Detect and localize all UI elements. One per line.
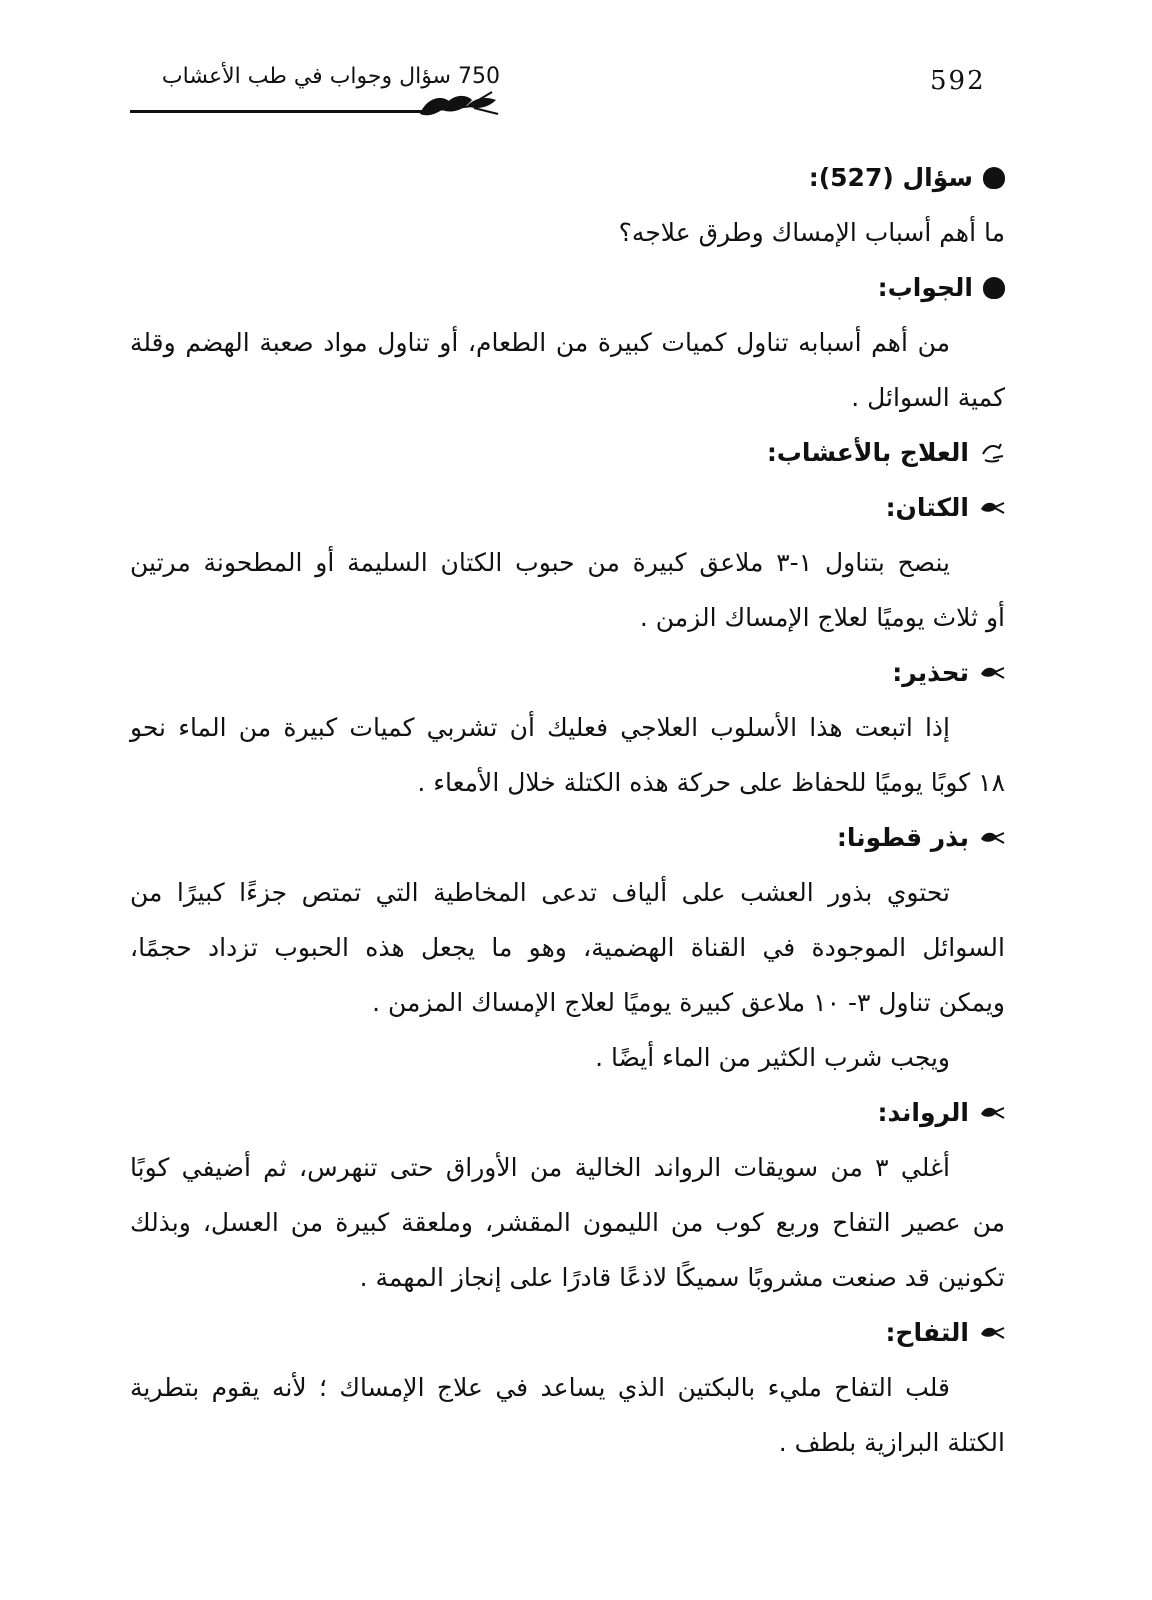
page-header bbox=[130, 58, 1010, 128]
psyllium-heading-text: بذر قطونا: bbox=[836, 823, 969, 852]
psyllium-heading bbox=[130, 810, 1005, 865]
flax-line: ينصح بتناول ١-٣ ملاعق كبيرة من حبوب الكتان السليمة أو المطحونة مرتين bbox=[130, 548, 950, 577]
book-title: 750 سؤال وجواب في طب الأعشاب bbox=[161, 64, 500, 89]
rhubarb-line: تكونين قد صنعت مشروبًا سميكًا لاذعًا قادرًا على إنجاز المهمة . bbox=[359, 1263, 1005, 1292]
leaf-bullet-icon bbox=[979, 1320, 1005, 1346]
flax-line: أو ثلاث يوميًا لعلاج الإمساك الزمن . bbox=[639, 603, 1005, 632]
psyllium-line: تحتوي بذور العشب على ألياف تدعى المخاطية التي تمتص جزءًا كبيرًا من bbox=[130, 878, 950, 907]
psyllium-line: ويمكن تناول ٣- ١٠ ملاعق كبيرة يوميًا لعلاج الإمساك المزمن . bbox=[372, 988, 1005, 1017]
header-rule bbox=[130, 110, 430, 113]
answer-label: الجواب: bbox=[877, 273, 973, 302]
question-label: سؤال (527): bbox=[808, 163, 973, 192]
leaf-bullet-icon bbox=[979, 825, 1005, 851]
rhubarb-line: من عصير التفاح وربع كوب من الليمون المقشر، وملعقة كبيرة من العسل، وبذلك bbox=[130, 1208, 1005, 1237]
warning-line: ١٨ كوبًا يوميًا للحفاظ على حركة هذه الكتلة خلال الأمعاء . bbox=[417, 768, 1005, 797]
apple-line: قلب التفاح مليء بالبكتين الذي يساعد في علاج الإمساك ؛ لأنه يقوم بتطرية bbox=[130, 1373, 950, 1402]
rhubarb-heading bbox=[130, 1085, 1005, 1140]
herbal-heading-text: العلاج بالأعشاب: bbox=[766, 438, 969, 467]
answer-line: كمية السوائل . bbox=[851, 383, 1005, 412]
apple-heading-text: التفاح: bbox=[885, 1318, 969, 1347]
apple-bullet-icon bbox=[983, 277, 1005, 299]
leaf-bullet-icon bbox=[979, 1100, 1005, 1126]
page-body bbox=[130, 150, 1005, 1470]
psyllium-line: ويجب شرب الكثير من الماء أيضًا . bbox=[595, 1043, 950, 1072]
warning-heading-text: تحذير: bbox=[892, 658, 969, 687]
apple-heading bbox=[130, 1305, 1005, 1360]
psyllium-line: السوائل الموجودة في القناة الهضمية، وهو ما يجعل هذه الحبوب تزداد حجمًا، bbox=[130, 933, 1005, 962]
rhubarb-heading-text: الرواند: bbox=[877, 1098, 969, 1127]
leaf-bullet-icon bbox=[979, 660, 1005, 686]
rhubarb-line: أغلي ٣ من سويقات الرواند الخالية من الأوراق حتى تنهرس، ثم أضيفي كوبًا bbox=[130, 1153, 950, 1182]
leaf-bullet-icon bbox=[979, 495, 1005, 521]
warning-line: إذا اتبعت هذا الأسلوب العلاجي فعليك أن تشربي كميات كبيرة من الماء نحو bbox=[130, 713, 950, 742]
flax-heading-text: الكتان: bbox=[885, 493, 969, 522]
answer-line: من أهم أسبابه تناول كميات كبيرة من الطعام، أو تناول مواد صعبة الهضم وقلة bbox=[130, 328, 950, 357]
herbal-heading bbox=[130, 425, 1005, 480]
leaf-ornament-icon bbox=[412, 90, 502, 124]
flax-heading bbox=[130, 480, 1005, 535]
question-text: ما أهم أسباب الإمساك وطرق علاجه؟ bbox=[618, 218, 1005, 247]
warning-heading bbox=[130, 645, 1005, 700]
pointing-hand-icon bbox=[979, 440, 1005, 466]
answer-heading bbox=[130, 260, 1005, 315]
page-number: 592 bbox=[930, 66, 986, 96]
apple-bullet-icon bbox=[983, 167, 1005, 189]
apple-line: الكتلة البرازية بلطف . bbox=[778, 1428, 1005, 1457]
question-heading bbox=[130, 150, 1005, 205]
